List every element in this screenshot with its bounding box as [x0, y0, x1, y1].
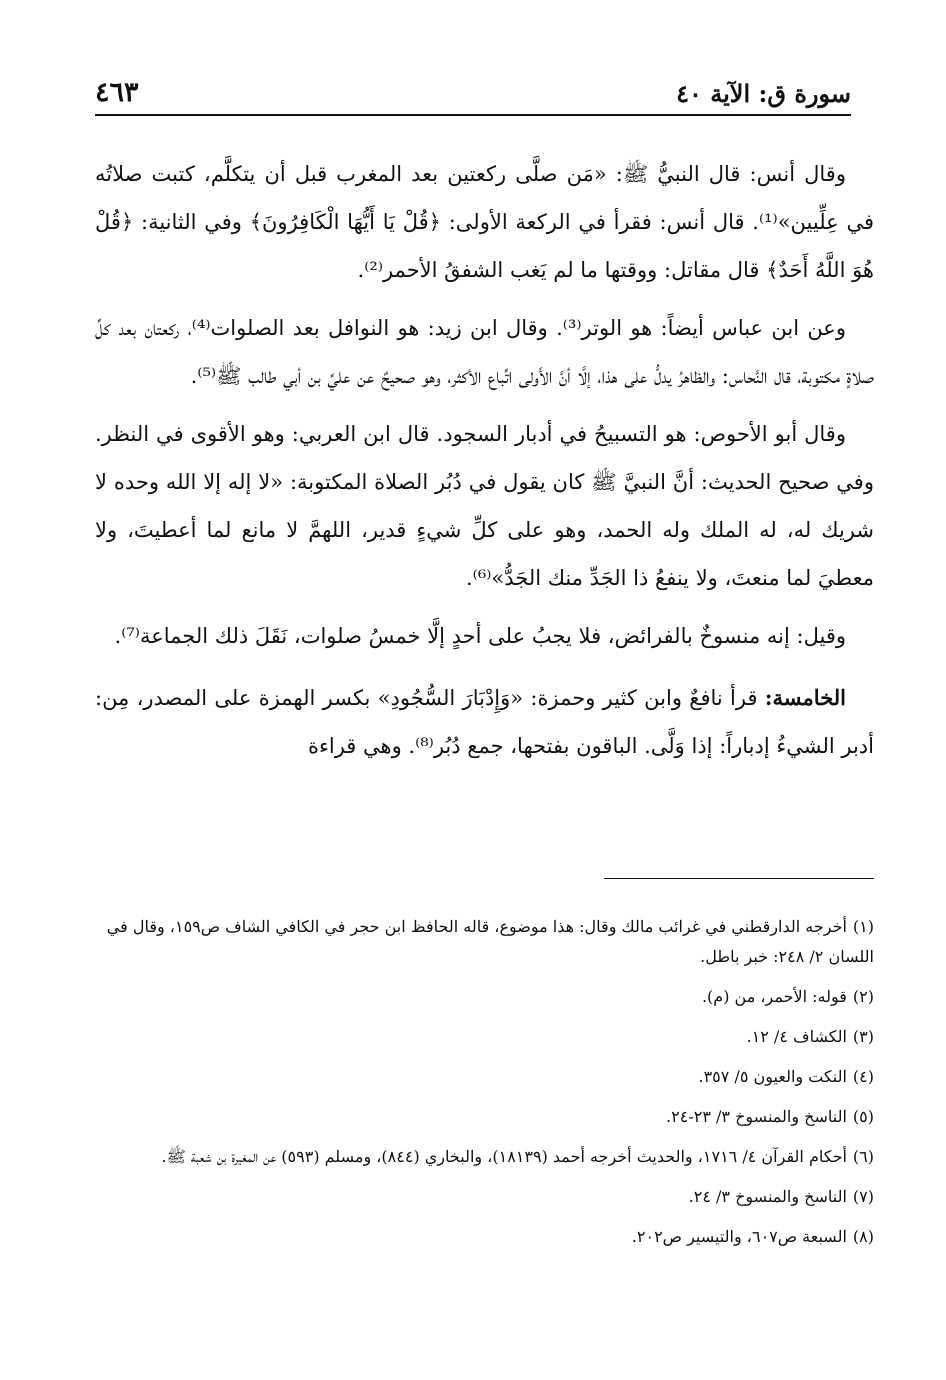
footnote-number: (١) [852, 917, 874, 936]
paragraph: وقال أنس: قال النبيُّ ﷺ: «مَن صلَّى ركعتين بعد المغرب قبل أن يتكلَّم، كتبت صلاتُه في عِلِّيين»⁽¹⁾. قال أنس: فقرأ في الركعة الأولى: ﴿قُلْ يَا أَيُّهَا الْكَافِرُونَ﴾ وفي الثانية: ﴿قُلْ هُوَ اللَّهُ أَحَدٌ﴾ قال مقاتل: ووقتها ما لم يَغب الشفقُ الأحمر⁽²⁾. [95, 162, 874, 282]
paragraph: وعن ابن عباس أيضاً: هو الوتر⁽³⁾. وقال ابن زيد: هو النوافل بعد الصلوات⁽⁴⁾، ركعتان بعد كلِّ صلاةٍ مكتوبة، قال النَّحاس: والظاهرُ يدلُّ على هذا، إلَّا أنَّ الأَولى اتِّباع الأكثر، وهو صحيحٌ عن عليِّ بن أبي طالب ﷺ⁽⁵⁾. [95, 316, 874, 388]
footnote-number: (٢) [852, 987, 874, 1006]
footnote-text: السبعة ص٦٠٧، والتيسير ص٢٠٢. [631, 1227, 847, 1246]
footnote-text: الناسخ والمنسوخ ٣/ ٢٣-٢٤. [666, 1107, 847, 1126]
footnote-number: (٣) [852, 1027, 874, 1046]
footnote-number: (٨) [852, 1227, 874, 1246]
footnote [95, 1102, 874, 1132]
paragraph: وقيل: إنه منسوخٌ بالفرائض، فلا يجبُ على أحدٍ إلَّا خمسُ صلوات، نَقَلَ ذلك الجماعة⁽⁷⁾. [114, 624, 846, 648]
footnote-text: قوله: الأحمر، من (م). [701, 987, 847, 1006]
footnote [95, 1222, 874, 1252]
footnotes [95, 912, 874, 1262]
footnote-number: (٧) [852, 1187, 874, 1206]
footnote [95, 1062, 874, 1092]
section-lead: الخامسة: [764, 685, 846, 710]
footnote-number: (٦) [852, 1147, 874, 1166]
page-number: ٤٦٣ [95, 77, 139, 108]
paragraph: وقال أبو الأحوص: هو التسبيحُ في أدبار السجود. قال ابن العربي: وهو الأقوى في النظر. وفي صحيح الحديث: أنَّ النبيَّ ﷺ كان يقول في دُبُر الصلاة المكتوبة: «لا إله إلا الله وحده لا شريك له، له الملك وله الحمد، وهو على كلِّ شيءٍ قدير، اللهمَّ لا مانع لما أعطيتَ، ولا معطيَ لما منعتَ، ولا ينفعُ ذا الجَدِّ منك الجَدُّ»⁽⁶⁾. [95, 422, 874, 590]
footnote-text: النكت والعيون ٥/ ٣٥٧. [698, 1067, 847, 1086]
page-header [95, 68, 851, 116]
footnote-number: (٤) [852, 1067, 874, 1086]
footnote [95, 1182, 874, 1212]
footnote-number: (٥) [852, 1107, 874, 1126]
running-title: سورة ق: الآية ٤٠ [676, 79, 851, 108]
footnote [95, 1022, 874, 1052]
footnote-separator [604, 878, 874, 879]
paragraph-text: قرأ نافعٌ وابن كثير وحمزة: «وَإِدْبَارَ السُّجُودِ» بكسر الهمزة على المصدر، مِن: أدبر الشيءُ إدباراً: إذا وَلَّى. الباقون بفتحها، جمع دُبُر⁽⁸⁾. وهي قراءة [95, 686, 874, 758]
footnote-text: الناسخ والمنسوخ ٣/ ٢٤. [688, 1187, 847, 1206]
footnote [95, 1142, 874, 1172]
paragraph-fifth [95, 674, 874, 770]
main-text [95, 150, 874, 780]
footnote-text: أخرجه الدارقطني في غرائب مالك وقال: هذا موضوع، قاله الحافظ ابن حجر في الكافي الشاف ص١٥٩، وقال في اللسان ٢/ ٢٤٨: خبر باطل. [106, 917, 874, 966]
footnote [95, 982, 874, 1012]
footnote-text: الكشاف ٤/ ١٢. [746, 1027, 847, 1046]
footnote-text: أحكام القرآن ٤/ ١٧١٦، والحديث أخرجه أحمد (١٨١٣٩)، والبخاري (٨٤٤)، ومسلم (٥٩٣) عن المغيرة بن شعبة ﷺ. [161, 1147, 847, 1166]
footnote [95, 912, 874, 972]
